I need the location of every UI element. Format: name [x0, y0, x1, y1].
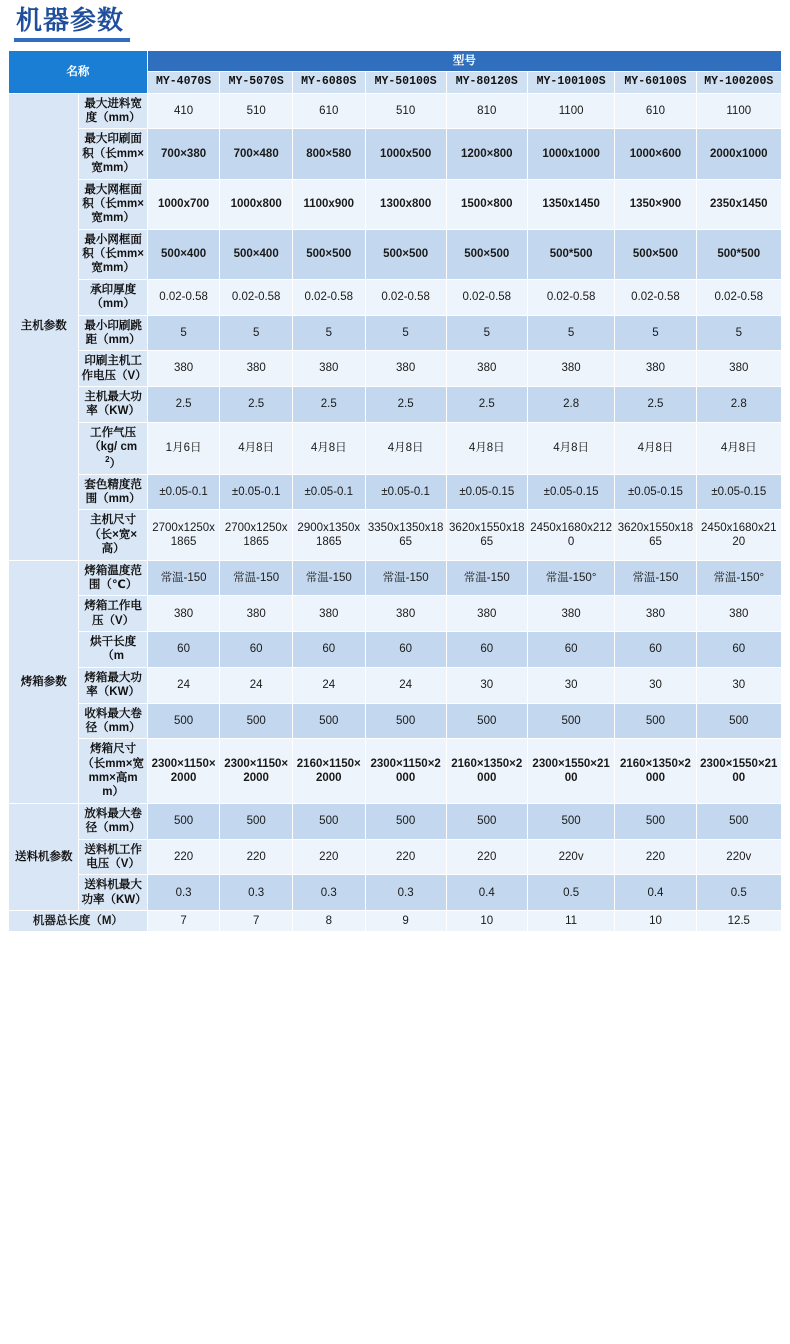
spec-value-cell: 380	[527, 596, 615, 632]
spec-value-cell: 2160×1350×2000	[615, 739, 696, 804]
spec-value-cell: 2900x1350x1865	[292, 510, 365, 560]
spec-value-cell: 380	[292, 351, 365, 387]
spec-value-cell: 2000x1000	[696, 129, 781, 179]
spec-value-cell: 500	[446, 803, 527, 839]
row-label: 烤箱最大功率（KW）	[79, 667, 147, 703]
spec-value-cell: ±0.05-0.15	[446, 474, 527, 510]
spec-value-cell: 60	[365, 632, 446, 668]
spec-value-cell: 1350x1450	[527, 179, 615, 229]
spec-value-cell: 0.3	[365, 875, 446, 911]
spec-value-cell: 1000×600	[615, 129, 696, 179]
spec-value-cell: 2450x1680x2120	[696, 510, 781, 560]
spec-value-cell: 0.02-0.58	[220, 279, 293, 315]
spec-value-cell: 500	[147, 703, 220, 739]
spec-value-cell: ±0.05-0.1	[365, 474, 446, 510]
spec-value-cell: 2.5	[365, 387, 446, 423]
row-label: 工作气压（kg/ $cm^2$）	[79, 422, 147, 474]
table-row	[9, 803, 782, 839]
spec-value-cell: 30	[615, 667, 696, 703]
spec-value-cell: 60	[292, 632, 365, 668]
model-column-0: MY-4070S	[147, 72, 220, 93]
spec-value-cell: ±0.05-0.1	[220, 474, 293, 510]
row-label: 烘干长度（m	[79, 632, 147, 668]
spec-value-cell: 220	[220, 839, 293, 875]
spec-value-cell: 500×500	[292, 229, 365, 279]
spec-value-cell: 常温-150	[292, 560, 365, 596]
spec-value-cell: 2.8	[527, 387, 615, 423]
spec-value-cell: 380	[527, 351, 615, 387]
spec-value-cell: 0.02-0.58	[292, 279, 365, 315]
spec-value-cell: 1100	[527, 93, 615, 129]
spec-value-cell: 2.5	[292, 387, 365, 423]
spec-value-cell: 2300×1150×2000	[365, 739, 446, 804]
total-length-value: 9	[365, 911, 446, 932]
model-column-7: MY-100200S	[696, 72, 781, 93]
spec-value-cell: 4月8日	[365, 422, 446, 474]
total-length-value: 8	[292, 911, 365, 932]
table-row	[9, 560, 782, 596]
table-row	[9, 387, 782, 423]
row-label: 送料机最大功率（KW）	[79, 875, 147, 911]
spec-value-cell: 2.5	[220, 387, 293, 423]
spec-value-cell: 500	[220, 703, 293, 739]
table-row	[9, 667, 782, 703]
spec-value-cell: 24	[220, 667, 293, 703]
table-row	[9, 739, 782, 804]
spec-value-cell: 810	[446, 93, 527, 129]
table-row	[9, 632, 782, 668]
total-length-label: 机器总长度（M）	[9, 911, 148, 932]
model-column-3: MY-50100S	[365, 72, 446, 93]
spec-value-cell: 常温-150	[365, 560, 446, 596]
spec-value-cell: 30	[696, 667, 781, 703]
spec-value-cell: ±0.05-0.15	[527, 474, 615, 510]
spec-value-cell: 500	[696, 803, 781, 839]
page-title: 机器参数	[14, 6, 130, 42]
table-row	[9, 179, 782, 229]
spec-value-cell: 0.4	[446, 875, 527, 911]
spec-value-cell: 0.02-0.58	[527, 279, 615, 315]
spec-value-cell: 500	[615, 803, 696, 839]
group-label: 主机参数	[9, 93, 79, 560]
spec-value-cell: 1000x800	[220, 179, 293, 229]
model-column-4: MY-80120S	[446, 72, 527, 93]
table-row	[9, 474, 782, 510]
spec-value-cell: 1000x1000	[527, 129, 615, 179]
spec-value-cell: 2300×1150×2000	[147, 739, 220, 804]
spec-value-cell: 2.5	[446, 387, 527, 423]
row-label: 套色精度范围（mm）	[79, 474, 147, 510]
header-name-cell: 名称	[9, 50, 148, 93]
table-row	[9, 510, 782, 560]
row-label: 烤箱尺寸（长mm×宽mm×高mm）	[79, 739, 147, 804]
spec-value-cell: 0.5	[527, 875, 615, 911]
spec-value-cell: 3620x1550x1865	[446, 510, 527, 560]
spec-value-cell: 500	[292, 703, 365, 739]
spec-value-cell: 5	[292, 315, 365, 351]
spec-value-cell: 500	[696, 703, 781, 739]
row-label: 主机最大功率（KW）	[79, 387, 147, 423]
table-row	[9, 129, 782, 179]
spec-value-cell: 1100x900	[292, 179, 365, 229]
spec-value-cell: 5	[696, 315, 781, 351]
spec-value-cell: 380	[147, 351, 220, 387]
spec-value-cell: 5	[365, 315, 446, 351]
spec-value-cell: 700×480	[220, 129, 293, 179]
spec-value-cell: 60	[527, 632, 615, 668]
spec-value-cell: 800×580	[292, 129, 365, 179]
spec-value-cell: 500	[615, 703, 696, 739]
model-column-5: MY-100100S	[527, 72, 615, 93]
spec-value-cell: ±0.05-0.1	[147, 474, 220, 510]
spec-value-cell: 1350×900	[615, 179, 696, 229]
spec-value-cell: 30	[527, 667, 615, 703]
group-label: 送料机参数	[9, 803, 79, 910]
spec-value-cell: 2300×1550×2100	[527, 739, 615, 804]
group-label: 烤箱参数	[9, 560, 79, 803]
header-row-top	[9, 50, 782, 71]
spec-value-cell: 2700x1250x1865	[220, 510, 293, 560]
spec-value-cell: 3350x1350x1865	[365, 510, 446, 560]
spec-value-cell: 2160×1150×2000	[292, 739, 365, 804]
spec-value-cell: 1200×800	[446, 129, 527, 179]
spec-value-cell: 1100	[696, 93, 781, 129]
spec-value-cell: 380	[615, 351, 696, 387]
spec-value-cell: 0.02-0.58	[147, 279, 220, 315]
spec-value-cell: 24	[365, 667, 446, 703]
table-row	[9, 229, 782, 279]
row-label: 承印厚度（mm）	[79, 279, 147, 315]
spec-value-cell: 1000x500	[365, 129, 446, 179]
spec-value-cell: ±0.05-0.15	[615, 474, 696, 510]
spec-value-cell: 380	[220, 351, 293, 387]
row-label: 最大印刷面积（长mm×宽mm）	[79, 129, 147, 179]
total-length-value: 10	[446, 911, 527, 932]
row-label: 送料机工作电压（V）	[79, 839, 147, 875]
row-label: 最大网框面积（长mm×宽mm）	[79, 179, 147, 229]
table-body	[9, 93, 782, 932]
table-row	[9, 839, 782, 875]
spec-value-cell: 0.3	[220, 875, 293, 911]
spec-value-cell: 3620x1550x1865	[615, 510, 696, 560]
table-row	[9, 422, 782, 474]
spec-value-cell: 60	[147, 632, 220, 668]
spec-value-cell: 500	[365, 703, 446, 739]
spec-value-cell: 700×380	[147, 129, 220, 179]
spec-value-cell: 2.8	[696, 387, 781, 423]
spec-value-cell: 4月8日	[696, 422, 781, 474]
spec-value-cell: 220	[446, 839, 527, 875]
spec-value-cell: 500	[527, 803, 615, 839]
spec-value-cell: 24	[292, 667, 365, 703]
spec-value-cell: 常温-150°	[696, 560, 781, 596]
spec-value-cell: 500×500	[446, 229, 527, 279]
spec-value-cell: 4月8日	[527, 422, 615, 474]
spec-value-cell: 2.5	[147, 387, 220, 423]
spec-value-cell: 1500×800	[446, 179, 527, 229]
spec-value-cell: 220	[292, 839, 365, 875]
spec-value-cell: 0.02-0.58	[446, 279, 527, 315]
model-column-1: MY-5070S	[220, 72, 293, 93]
spec-value-cell: 2350x1450	[696, 179, 781, 229]
spec-value-cell: 2160×1350×2000	[446, 739, 527, 804]
spec-value-cell: 5	[220, 315, 293, 351]
spec-value-cell: 500×400	[220, 229, 293, 279]
spec-value-cell: 500	[292, 803, 365, 839]
spec-value-cell: 5	[527, 315, 615, 351]
spec-value-cell: ±0.05-0.1	[292, 474, 365, 510]
spec-value-cell: 220	[147, 839, 220, 875]
total-length-value: 7	[220, 911, 293, 932]
spec-value-cell: 380	[446, 351, 527, 387]
spec-value-cell: 500×500	[615, 229, 696, 279]
spec-value-cell: 1300x800	[365, 179, 446, 229]
spec-value-cell: 60	[446, 632, 527, 668]
spec-value-cell: 常温-150	[220, 560, 293, 596]
spec-value-cell: 2700x1250x1865	[147, 510, 220, 560]
spec-value-cell: 380	[292, 596, 365, 632]
spec-value-cell: 0.02-0.58	[365, 279, 446, 315]
model-column-6: MY-60100S	[615, 72, 696, 93]
spec-value-cell: 0.02-0.58	[615, 279, 696, 315]
spec-value-cell: 220	[365, 839, 446, 875]
row-label: 最小印刷跳距（mm）	[79, 315, 147, 351]
spec-value-cell: 220	[615, 839, 696, 875]
row-label: 烤箱工作电压（V）	[79, 596, 147, 632]
row-label: 最大进料宽度（mm）	[79, 93, 147, 129]
spec-value-cell: 380	[365, 596, 446, 632]
table-row	[9, 703, 782, 739]
spec-value-cell: 2450x1680x2120	[527, 510, 615, 560]
spec-value-cell: 5	[615, 315, 696, 351]
spec-value-cell: 常温-150	[446, 560, 527, 596]
spec-value-cell: 500	[527, 703, 615, 739]
spec-value-cell: 5	[446, 315, 527, 351]
spec-value-cell: 2.5	[615, 387, 696, 423]
spec-value-cell: 610	[615, 93, 696, 129]
spec-value-cell: 1000x700	[147, 179, 220, 229]
table-row	[9, 279, 782, 315]
spec-value-cell: 500	[147, 803, 220, 839]
spec-value-cell: 500*500	[527, 229, 615, 279]
table-row	[9, 596, 782, 632]
spec-value-cell: 1月6日	[147, 422, 220, 474]
row-label: 放料最大卷径（mm）	[79, 803, 147, 839]
spec-value-cell: 2300×1550×2100	[696, 739, 781, 804]
spec-value-cell: 500	[365, 803, 446, 839]
spec-value-cell: 常温-150	[147, 560, 220, 596]
spec-value-cell: 0.3	[147, 875, 220, 911]
header-model-cell: 型号	[147, 50, 781, 71]
spec-value-cell: 0.5	[696, 875, 781, 911]
spec-value-cell: 60	[220, 632, 293, 668]
spec-value-cell: 380	[365, 351, 446, 387]
spec-value-cell: 0.3	[292, 875, 365, 911]
table-row	[9, 93, 782, 129]
spec-value-cell: 4月8日	[220, 422, 293, 474]
row-label: 烤箱温度范围（℃）	[79, 560, 147, 596]
spec-value-cell: 380	[696, 351, 781, 387]
spec-value-cell: 610	[292, 93, 365, 129]
row-label: 印刷主机工作电压（V）	[79, 351, 147, 387]
spec-value-cell: 500	[446, 703, 527, 739]
spec-value-cell: 60	[696, 632, 781, 668]
table-header	[9, 50, 782, 93]
table-row	[9, 351, 782, 387]
row-label: 收料最大卷径（mm）	[79, 703, 147, 739]
table-row	[9, 315, 782, 351]
total-length-row	[9, 911, 782, 932]
row-label: 主机尺寸（长×宽×高）	[79, 510, 147, 560]
model-column-2: MY-6080S	[292, 72, 365, 93]
total-length-value: 11	[527, 911, 615, 932]
total-length-value: 10	[615, 911, 696, 932]
spec-value-cell: 常温-150	[615, 560, 696, 596]
table-row	[9, 875, 782, 911]
spec-value-cell: 500×400	[147, 229, 220, 279]
spec-value-cell: 500×500	[365, 229, 446, 279]
spec-value-cell: 500	[220, 803, 293, 839]
machine-spec-table	[8, 50, 782, 933]
spec-value-cell: 500*500	[696, 229, 781, 279]
spec-value-cell: 常温-150°	[527, 560, 615, 596]
spec-value-cell: 510	[365, 93, 446, 129]
spec-value-cell: 510	[220, 93, 293, 129]
total-length-value: 7	[147, 911, 220, 932]
spec-value-cell: 380	[615, 596, 696, 632]
spec-value-cell: ±0.05-0.15	[696, 474, 781, 510]
total-length-value: 12.5	[696, 911, 781, 932]
spec-value-cell: 410	[147, 93, 220, 129]
spec-value-cell: 380	[696, 596, 781, 632]
spec-value-cell: 380	[446, 596, 527, 632]
spec-value-cell: 220v	[527, 839, 615, 875]
spec-value-cell: 4月8日	[446, 422, 527, 474]
spec-value-cell: 24	[147, 667, 220, 703]
spec-value-cell: 4月8日	[292, 422, 365, 474]
spec-value-cell: 60	[615, 632, 696, 668]
spec-value-cell: 380	[147, 596, 220, 632]
spec-value-cell: 30	[446, 667, 527, 703]
spec-value-cell: 0.02-0.58	[696, 279, 781, 315]
spec-value-cell: 0.4	[615, 875, 696, 911]
spec-value-cell: 5	[147, 315, 220, 351]
spec-value-cell: 4月8日	[615, 422, 696, 474]
page-title-area	[0, 0, 790, 46]
spec-value-cell: 2300×1150×2000	[220, 739, 293, 804]
spec-value-cell: 220v	[696, 839, 781, 875]
spec-value-cell: 380	[220, 596, 293, 632]
row-label: 最小网框面积（长mm×宽mm）	[79, 229, 147, 279]
